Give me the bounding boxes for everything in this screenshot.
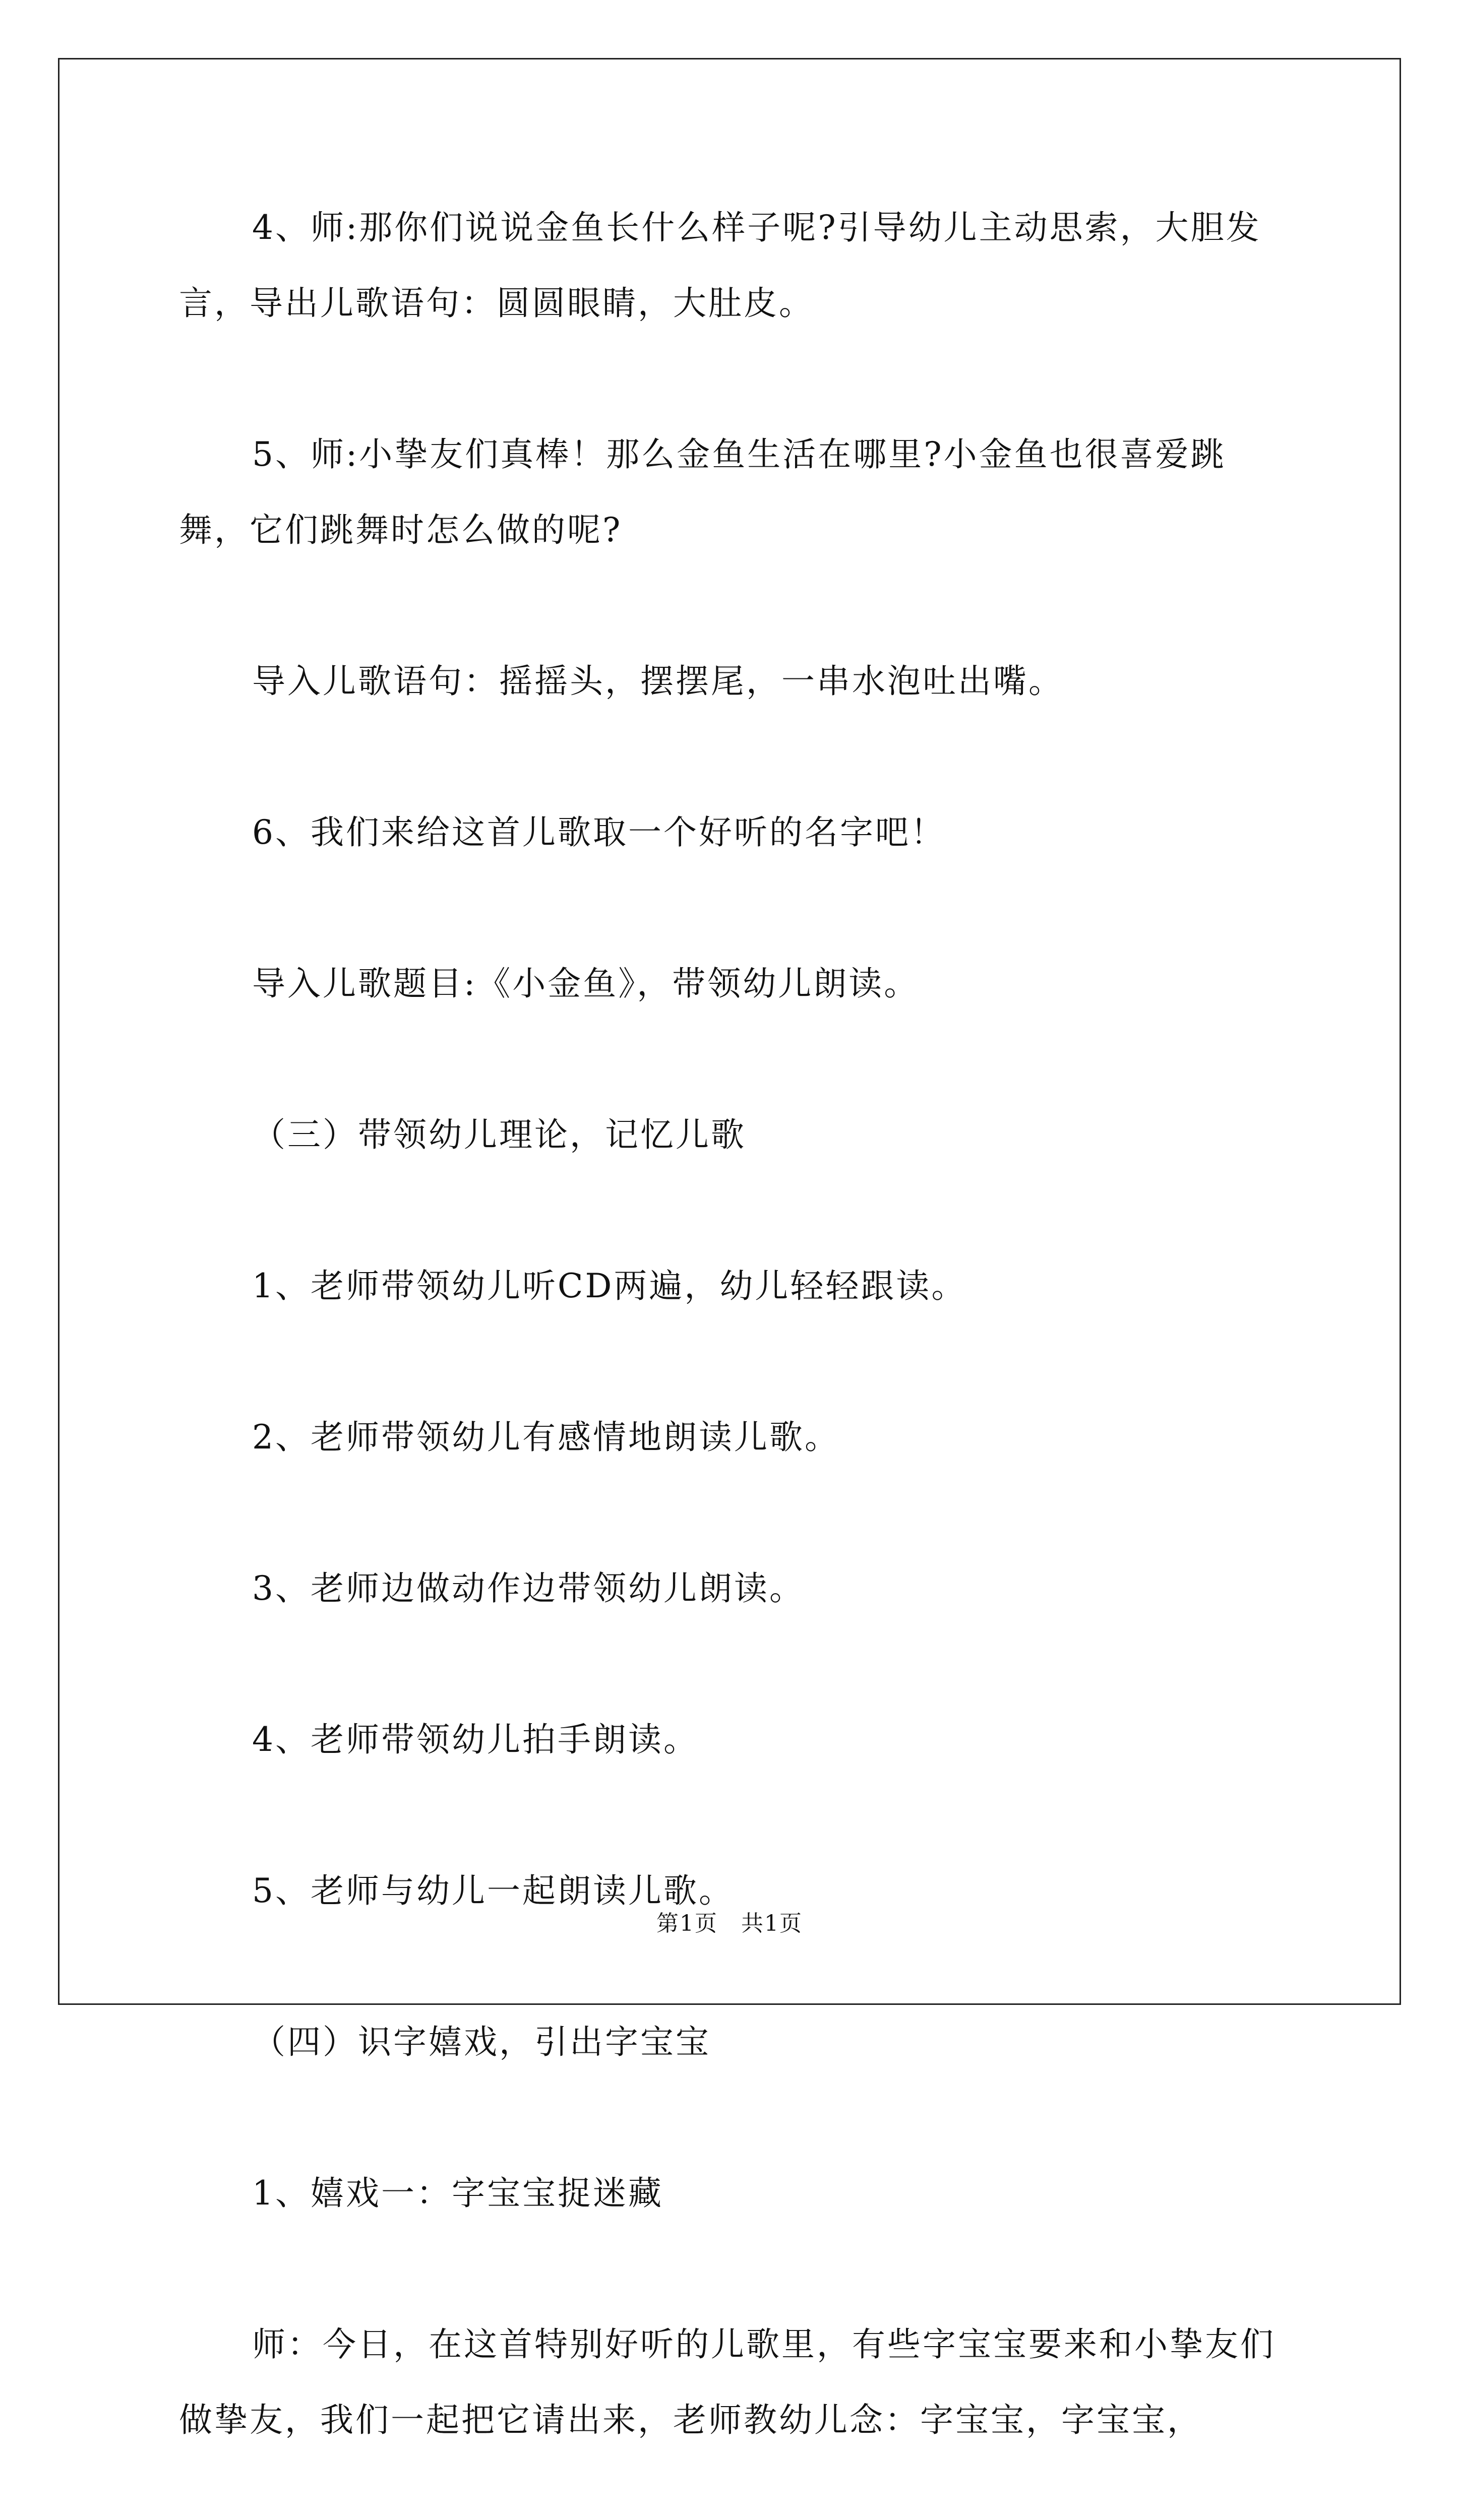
paragraph: 5、老师与幼儿一起朗读儿歌。 <box>252 1871 734 1910</box>
paragraph: 师：今日，在这首特别好听的儿歌里，有些字宝宝要来和小挚友们做挚友，我们一起把它请出来，老师教幼儿念：字宝宝，字宝宝， <box>179 2325 1275 2439</box>
paragraph: 6、我们来给这首儿歌取一个好听的名字吧！ <box>252 813 946 852</box>
section-heading: （三）带领幼儿理论，记忆儿歌 <box>252 1115 746 1154</box>
paragraph: 4、师:那你们说说金鱼长什么样子呢?引导幼儿主动思索，大胆发言，导出儿歌语句：圆圆眼睛，大肚皮。 <box>179 208 1261 323</box>
paragraph: 导入儿歌语句：摇摇头，摆摆尾，一串水泡吐出嘴。 <box>252 662 1064 701</box>
paragraph: 1、嬉戏一：字宝宝捉迷藏 <box>252 2174 663 2213</box>
paragraph: 2、老师带领幼儿有感情地朗读儿歌。 <box>252 1418 840 1457</box>
paragraph: 3、老师边做动作边带领幼儿朗读。 <box>252 1569 805 1608</box>
page-footer: 第1页 共1页 <box>656 1911 803 1936</box>
paragraph: 5、师:小挚友们真棒！那么金鱼生活在哪里?小金鱼也很喜爱跳舞，它们跳舞时怎么做的呢? <box>179 435 1226 549</box>
paragraph: 导入儿歌题目:《小金鱼》，带领幼儿朗读。 <box>252 964 920 1003</box>
document-body <box>179 190 1288 2520</box>
paragraph: 1、老师带领幼儿听CD两遍，幼儿轻轻跟读。 <box>252 1267 967 1305</box>
paragraph: 4、老师带领幼儿拍手朗读。 <box>252 1720 699 1759</box>
section-heading: （四）识字嬉戏，引出字宝宝 <box>252 2023 711 2061</box>
